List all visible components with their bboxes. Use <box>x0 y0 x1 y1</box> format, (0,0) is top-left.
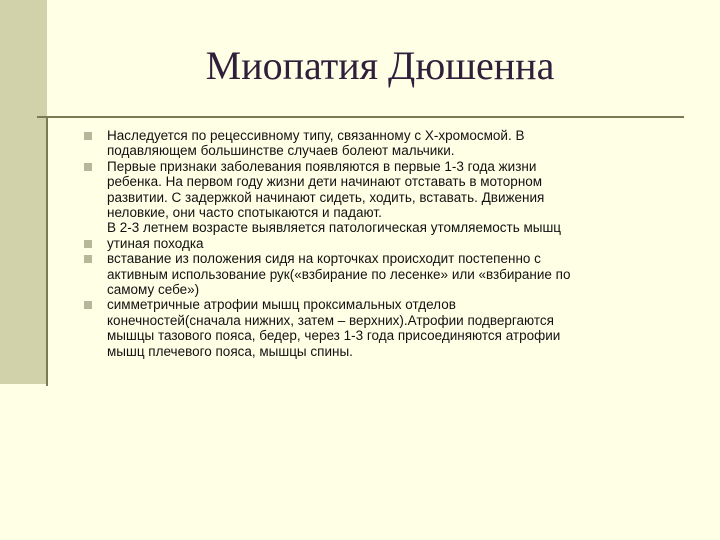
bullet-line: мышц плечевого пояса, мышцы спины. <box>107 343 353 359</box>
square-bullet-icon <box>84 255 92 263</box>
bullet-item-first-signs <box>84 159 664 236</box>
bullet-line: конечностей(сначала нижних, затем – верхних).Атрофии подвергаются <box>107 312 554 328</box>
bullet-line: Первые признаки заболевания появляются в первые 1-3 года жизни <box>107 158 537 174</box>
bullet-list <box>84 128 664 359</box>
bullet-line: симметричные атрофии мышц проксимальных отделов <box>107 297 456 313</box>
bullet-item-standing-up <box>84 251 664 297</box>
bullet-line: развитии. С задержкой начинают сидеть, ходить, вставать. Движения <box>107 189 545 205</box>
square-bullet-icon <box>84 301 92 309</box>
bullet-line: мышцы тазового пояса, бедер, через 1-3 года присоединяются атрофии <box>107 328 561 344</box>
bullet-line: утиная походка <box>107 235 204 251</box>
bullet-item-gait <box>84 236 664 251</box>
square-bullet-icon <box>84 132 92 140</box>
bullet-line: В 2-3 летнем возрасте выявляется патологическая утомляемость мышц <box>107 220 562 236</box>
bullet-line: ребенка. На первом году жизни дети начинают отставать в моторном <box>107 174 543 190</box>
bullet-line: вставание из положения сидя на корточках происходит постепенно с <box>107 251 541 267</box>
bullet-line: активным использование рук(«взбирание по лесенке» или «взбирание по <box>107 266 571 282</box>
bullet-line: подавляющем большинстве случаев болеют мальчики. <box>107 143 455 159</box>
square-bullet-icon <box>84 240 92 248</box>
bullet-item-inheritance <box>84 128 664 159</box>
bullet-line: неловкие, они часто спотыкаются и падают. <box>107 205 382 221</box>
title-divider <box>37 116 684 118</box>
vertical-divider <box>46 116 48 386</box>
square-bullet-icon <box>84 163 92 171</box>
bullet-line: Наследуется по рецессивному типу, связанному с Х-хромосмой. В <box>107 128 525 143</box>
left-accent-bar <box>0 0 47 384</box>
bullet-line: самому себе») <box>107 282 200 298</box>
bullet-item-atrophy <box>84 297 664 359</box>
slide-title: Миопатия Дюшенна <box>205 43 555 88</box>
